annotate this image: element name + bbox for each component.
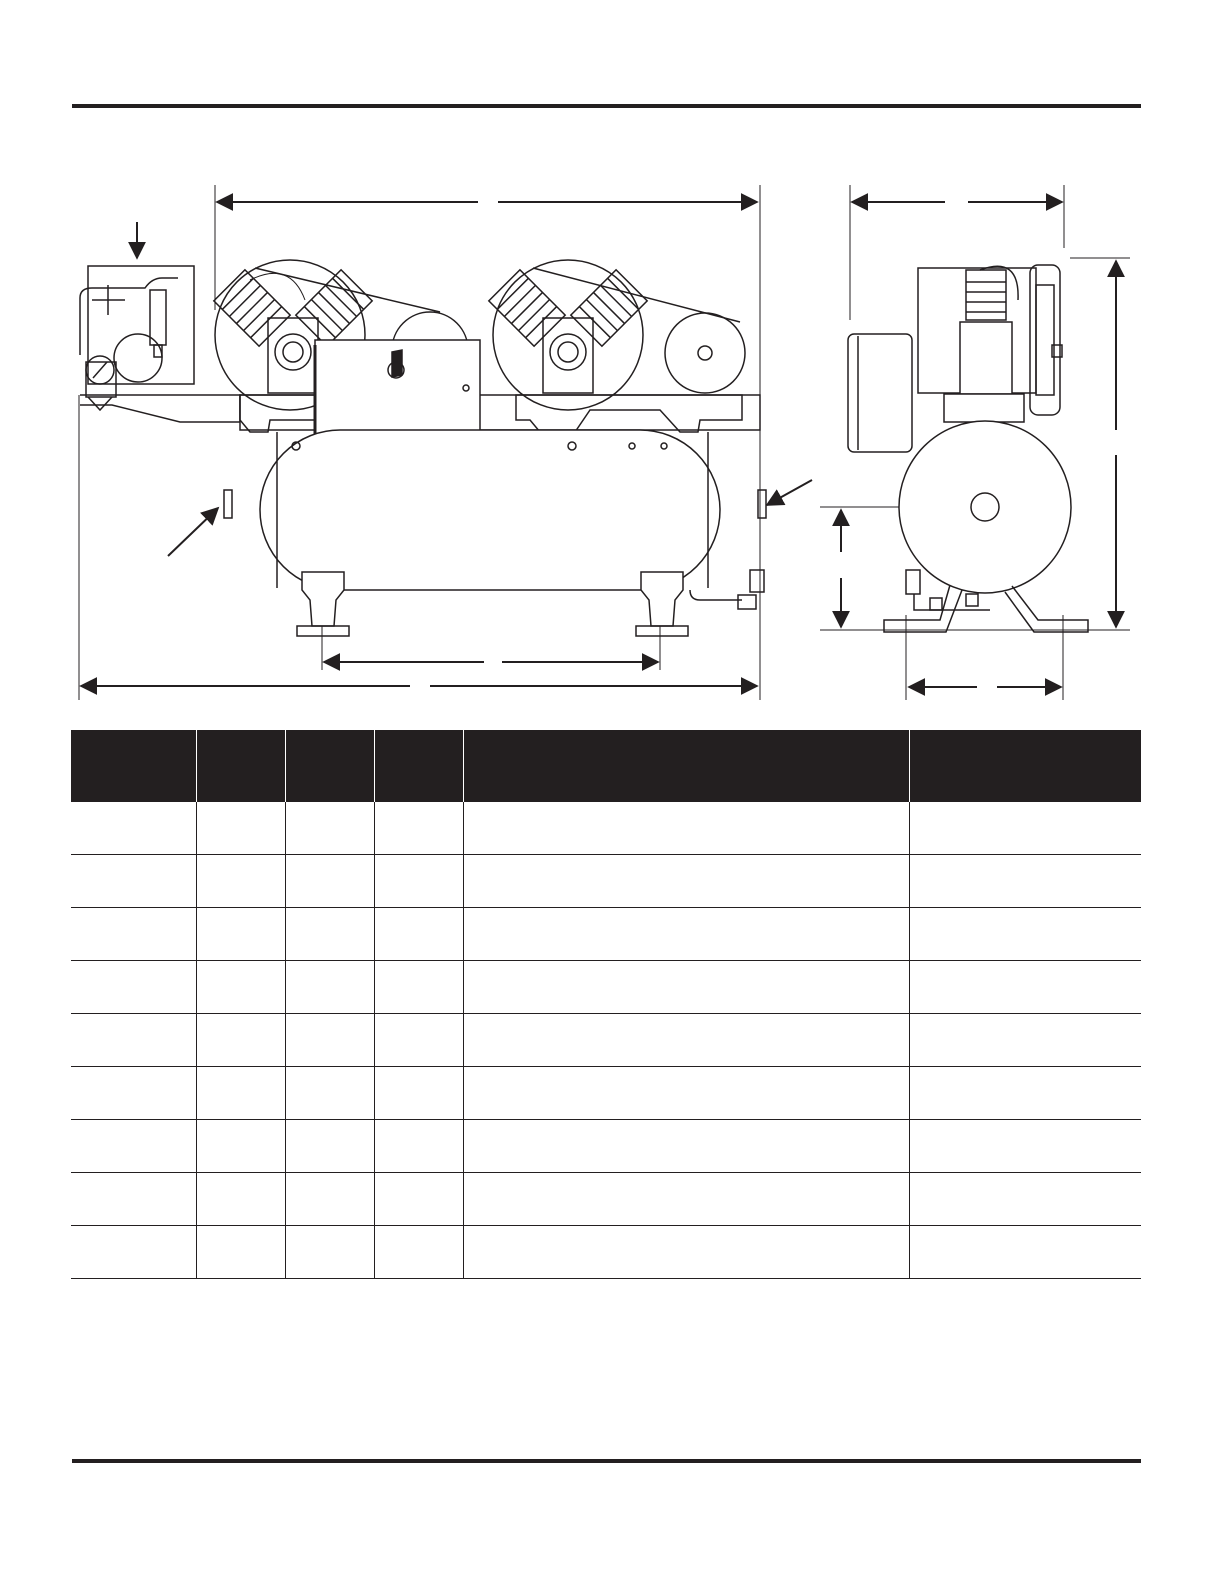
table-cell bbox=[71, 1014, 196, 1067]
table-cell bbox=[463, 802, 909, 855]
table-cell bbox=[463, 908, 909, 961]
callout-arrow-outlet bbox=[767, 480, 812, 505]
table-cell bbox=[285, 1014, 374, 1067]
table-cell bbox=[71, 908, 196, 961]
table-header-row bbox=[71, 730, 1141, 802]
table-cell bbox=[71, 802, 196, 855]
table-cell bbox=[196, 961, 285, 1014]
specifications-table bbox=[71, 730, 1141, 1279]
table-cell bbox=[374, 802, 463, 855]
table-row bbox=[71, 1067, 1141, 1120]
table-cell bbox=[909, 1226, 1141, 1279]
table-cell bbox=[71, 1226, 196, 1279]
table-cell bbox=[909, 1120, 1141, 1173]
table-cell bbox=[374, 1067, 463, 1120]
table-cell bbox=[909, 1067, 1141, 1120]
table-cell bbox=[463, 961, 909, 1014]
table-cell bbox=[909, 855, 1141, 908]
table-cell bbox=[196, 1173, 285, 1226]
table-cell bbox=[196, 802, 285, 855]
table-cell bbox=[285, 1120, 374, 1173]
table-row bbox=[71, 1173, 1141, 1226]
table-cell bbox=[374, 908, 463, 961]
table-row bbox=[71, 1120, 1141, 1173]
table-row bbox=[71, 1014, 1141, 1067]
table-cell bbox=[909, 961, 1141, 1014]
table-cell bbox=[285, 802, 374, 855]
table-cell bbox=[463, 1173, 909, 1226]
header-cell bbox=[196, 730, 285, 802]
table-row bbox=[71, 961, 1141, 1014]
header-cell bbox=[285, 730, 374, 802]
header-cell bbox=[463, 730, 909, 802]
callout-arrow-inlet bbox=[168, 508, 218, 556]
table-cell bbox=[71, 961, 196, 1014]
table-row bbox=[71, 1226, 1141, 1279]
table-cell bbox=[196, 1014, 285, 1067]
table-cell bbox=[374, 1120, 463, 1173]
table-cell bbox=[196, 908, 285, 961]
side-view bbox=[820, 185, 1130, 700]
header-cell bbox=[909, 730, 1141, 802]
table-cell bbox=[71, 855, 196, 908]
table-cell bbox=[463, 1120, 909, 1173]
table-cell bbox=[374, 855, 463, 908]
table-cell bbox=[463, 1226, 909, 1279]
table-cell bbox=[374, 961, 463, 1014]
header-cell bbox=[374, 730, 463, 802]
table-cell bbox=[71, 1120, 196, 1173]
table-cell bbox=[196, 1120, 285, 1173]
table-cell bbox=[285, 1226, 374, 1279]
table-cell bbox=[374, 1226, 463, 1279]
table-cell bbox=[374, 1173, 463, 1226]
table-row bbox=[71, 908, 1141, 961]
table-cell bbox=[909, 802, 1141, 855]
table-cell bbox=[285, 1173, 374, 1226]
front-view bbox=[79, 185, 812, 700]
compressor-dimension-drawing bbox=[0, 0, 1224, 720]
table-cell bbox=[285, 855, 374, 908]
table-cell bbox=[463, 855, 909, 908]
table-cell bbox=[196, 1067, 285, 1120]
table-cell bbox=[285, 961, 374, 1014]
bottom-rule bbox=[72, 1459, 1141, 1463]
table-cell bbox=[909, 1014, 1141, 1067]
table-cell bbox=[285, 908, 374, 961]
table-cell bbox=[196, 1226, 285, 1279]
table-row bbox=[71, 855, 1141, 908]
table-cell bbox=[374, 1014, 463, 1067]
table-cell bbox=[71, 1067, 196, 1120]
table-cell bbox=[285, 1067, 374, 1120]
table-cell bbox=[909, 1173, 1141, 1226]
table-cell bbox=[909, 908, 1141, 961]
table-cell bbox=[463, 1014, 909, 1067]
table-cell bbox=[71, 1173, 196, 1226]
header-cell bbox=[71, 730, 196, 802]
table-cell bbox=[463, 1067, 909, 1120]
table-cell bbox=[196, 855, 285, 908]
table-row bbox=[71, 802, 1141, 855]
